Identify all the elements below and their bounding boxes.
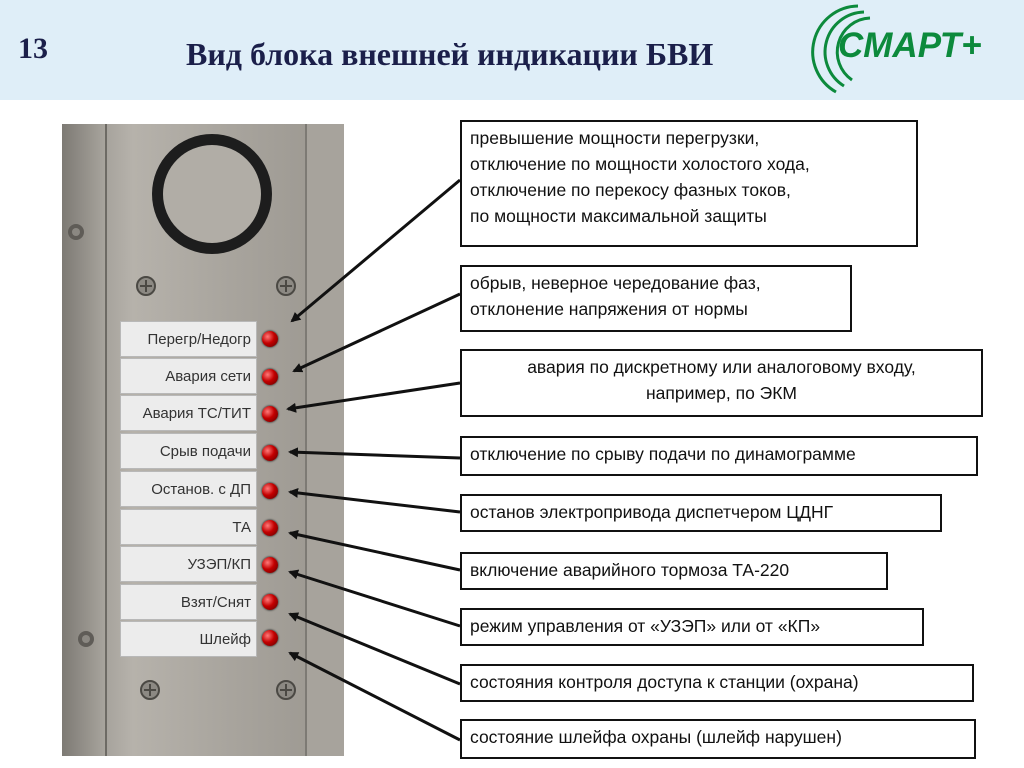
panel-label-feed-loss: Срыв подачи [120, 433, 257, 469]
callout-line: обрыв, неверное чередование фаз, [470, 273, 761, 293]
callout-network-fault [460, 265, 852, 332]
led-indicator [262, 520, 278, 536]
callout-line: отключение по перекосу фазных токов, [470, 180, 791, 200]
led-indicator [262, 594, 278, 610]
callout-line: режим управления от «УЗЭП» или от «КП» [470, 616, 821, 636]
callout-ts-tit-fault [460, 349, 983, 417]
led-indicator [262, 557, 278, 573]
led-indicator [262, 483, 278, 499]
panel-label-control-mode: УЗЭП/КП [120, 546, 257, 582]
callout-line: состояния контроля доступа к станции (охрана) [470, 672, 859, 692]
panel-label-network-fault: Авария сети [120, 358, 257, 394]
callout-overload [460, 120, 918, 247]
callout-line: отклонение напряжения от нормы [470, 299, 748, 319]
callout-line: авария по дискретному или аналоговому входу, [527, 357, 916, 377]
callout-line: например, по ЭКМ [645, 383, 798, 403]
led-indicator [262, 445, 278, 461]
panel-label-ts-tit-fault: Авария ТС/ТИТ [120, 395, 257, 431]
callout-armed [460, 664, 974, 702]
panel-label-dispatcher-stop: Останов. с ДП [120, 471, 257, 507]
callout-feed-loss [460, 436, 978, 476]
callout-line: превышение мощности перегрузки, [470, 128, 760, 148]
callout-line: состояние шлейфа охраны (шлейф нарушен) [470, 727, 842, 747]
led-indicator [262, 406, 278, 422]
led-indicator [262, 331, 278, 347]
callout-control-mode [460, 608, 924, 646]
callout-line: отключение по срыву подачи по динамограмме [470, 444, 856, 464]
smart-logo: СМАРТ+ [838, 26, 982, 65]
callout-line: по мощности максимальной защиты [470, 206, 767, 226]
slide-title: Вид блока внешней индикации БВИ [186, 36, 714, 72]
led-indicator [262, 630, 278, 646]
panel-label-armed: Взят/Снят [120, 584, 257, 620]
callout-line: включение аварийного тормоза ТА-220 [470, 560, 790, 580]
slide-number: 13 [18, 32, 48, 65]
led-indicator [262, 369, 278, 385]
callout-line: останов электропривода диспетчером ЦДНГ [470, 502, 834, 522]
callout-brake [460, 552, 888, 590]
callout-dispatcher-stop [460, 494, 942, 532]
panel-label-loop: Шлейф [120, 621, 257, 657]
callout-loop [460, 719, 976, 759]
panel-label-overload: Перегр/Недогр [120, 321, 257, 357]
panel-label-brake: ТА [120, 509, 257, 545]
callout-line: отключение по мощности холостого хода, [470, 154, 810, 174]
